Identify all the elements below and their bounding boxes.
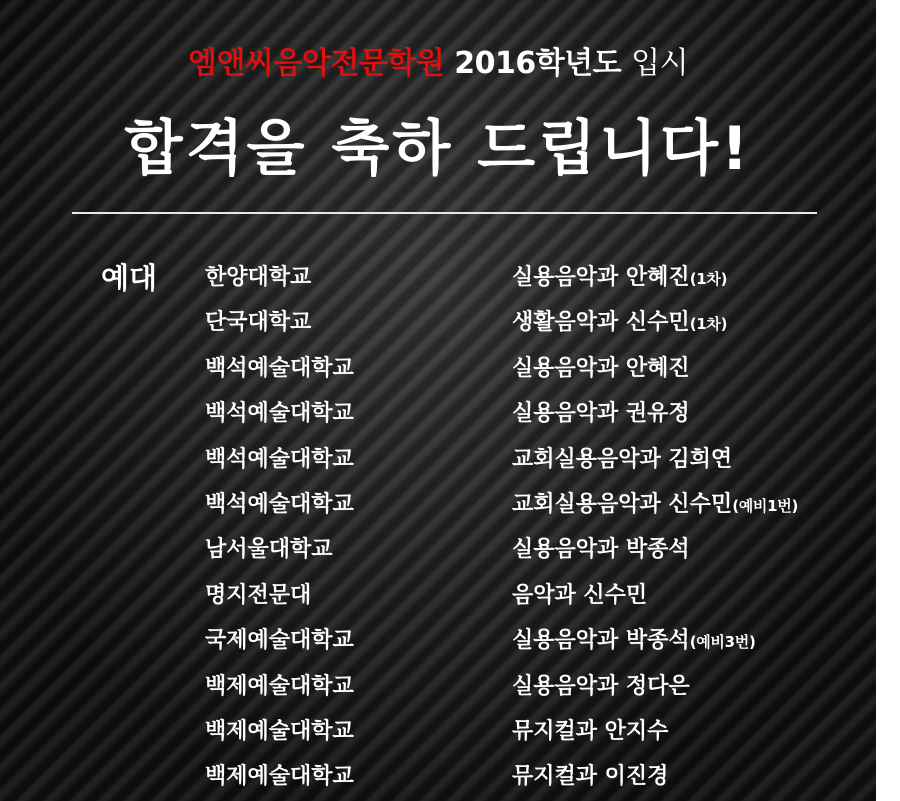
major-and-student xyxy=(512,759,668,795)
school-name: 백제예술대학교 xyxy=(205,718,354,744)
school-name: 단국대학교 xyxy=(205,310,312,336)
divider xyxy=(72,212,817,214)
major-and-student xyxy=(512,623,756,660)
round-note: (1차) xyxy=(689,270,728,288)
major-student-text: 교회실용음악과 김희연 xyxy=(512,446,733,472)
result-row xyxy=(205,578,870,623)
result-row xyxy=(205,351,870,396)
admission-year: 2016학년도 xyxy=(454,46,622,81)
major-and-student xyxy=(512,487,798,524)
admission-label: 입시 xyxy=(631,46,689,81)
major-student-text: 실용음악과 안혜진 xyxy=(512,355,690,381)
major-and-student xyxy=(512,442,732,478)
result-row xyxy=(205,396,870,441)
school-name: 백석예술대학교 xyxy=(205,446,354,472)
major-student-text: 생활음악과 신수민 xyxy=(512,310,690,336)
school-name: 백제예술대학교 xyxy=(205,764,354,790)
result-row xyxy=(205,487,870,532)
category-label: 예대 xyxy=(101,261,158,295)
round-note: (예비3번) xyxy=(689,633,756,652)
result-row xyxy=(205,669,870,714)
major-and-student xyxy=(512,396,690,432)
round-note: (예비1번) xyxy=(732,496,799,515)
round-note: (1차) xyxy=(689,315,728,334)
major-student-text: 뮤지컬과 이진경 xyxy=(512,764,669,790)
academy-name: 엠앤씨음악전문학원 xyxy=(187,46,445,81)
major-and-student xyxy=(512,532,690,568)
result-row xyxy=(205,442,870,487)
major-student-text: 실용음악과 안혜진 xyxy=(512,265,690,290)
result-row xyxy=(205,260,870,305)
major-student-text: 실용음악과 박종석 xyxy=(512,628,690,654)
school-name: 백석예술대학교 xyxy=(205,491,354,517)
result-row xyxy=(205,759,870,801)
school-name: 백제예술대학교 xyxy=(205,673,354,699)
major-student-text: 실용음악과 권유정 xyxy=(512,401,690,427)
major-and-student xyxy=(512,260,727,297)
school-name: 한양대학교 xyxy=(205,265,312,290)
major-and-student xyxy=(512,669,690,705)
school-name: 백석예술대학교 xyxy=(205,355,354,381)
result-row xyxy=(205,623,870,668)
results-list xyxy=(205,260,870,801)
major-student-text: 실용음악과 정다은 xyxy=(512,673,690,699)
headline xyxy=(0,44,876,84)
major-and-student xyxy=(512,351,690,387)
result-row xyxy=(205,305,870,350)
major-student-text: 교회실용음악과 신수민 xyxy=(512,491,733,517)
school-name: 명지전문대 xyxy=(205,582,312,608)
school-name: 백석예술대학교 xyxy=(205,401,354,427)
major-and-student xyxy=(512,578,647,614)
major-student-text: 뮤지컬과 안지수 xyxy=(512,718,669,744)
major-and-student xyxy=(512,714,668,750)
result-row xyxy=(205,714,870,759)
school-name: 국제예술대학교 xyxy=(205,628,354,654)
major-student-text: 음악과 신수민 xyxy=(512,582,648,608)
school-name: 남서울대학교 xyxy=(205,537,333,563)
congratulations-title: 합격을 축하 드립니다! xyxy=(124,114,752,184)
major-and-student xyxy=(512,305,727,342)
result-row xyxy=(205,532,870,577)
major-student-text: 실용음악과 박종석 xyxy=(512,537,690,563)
